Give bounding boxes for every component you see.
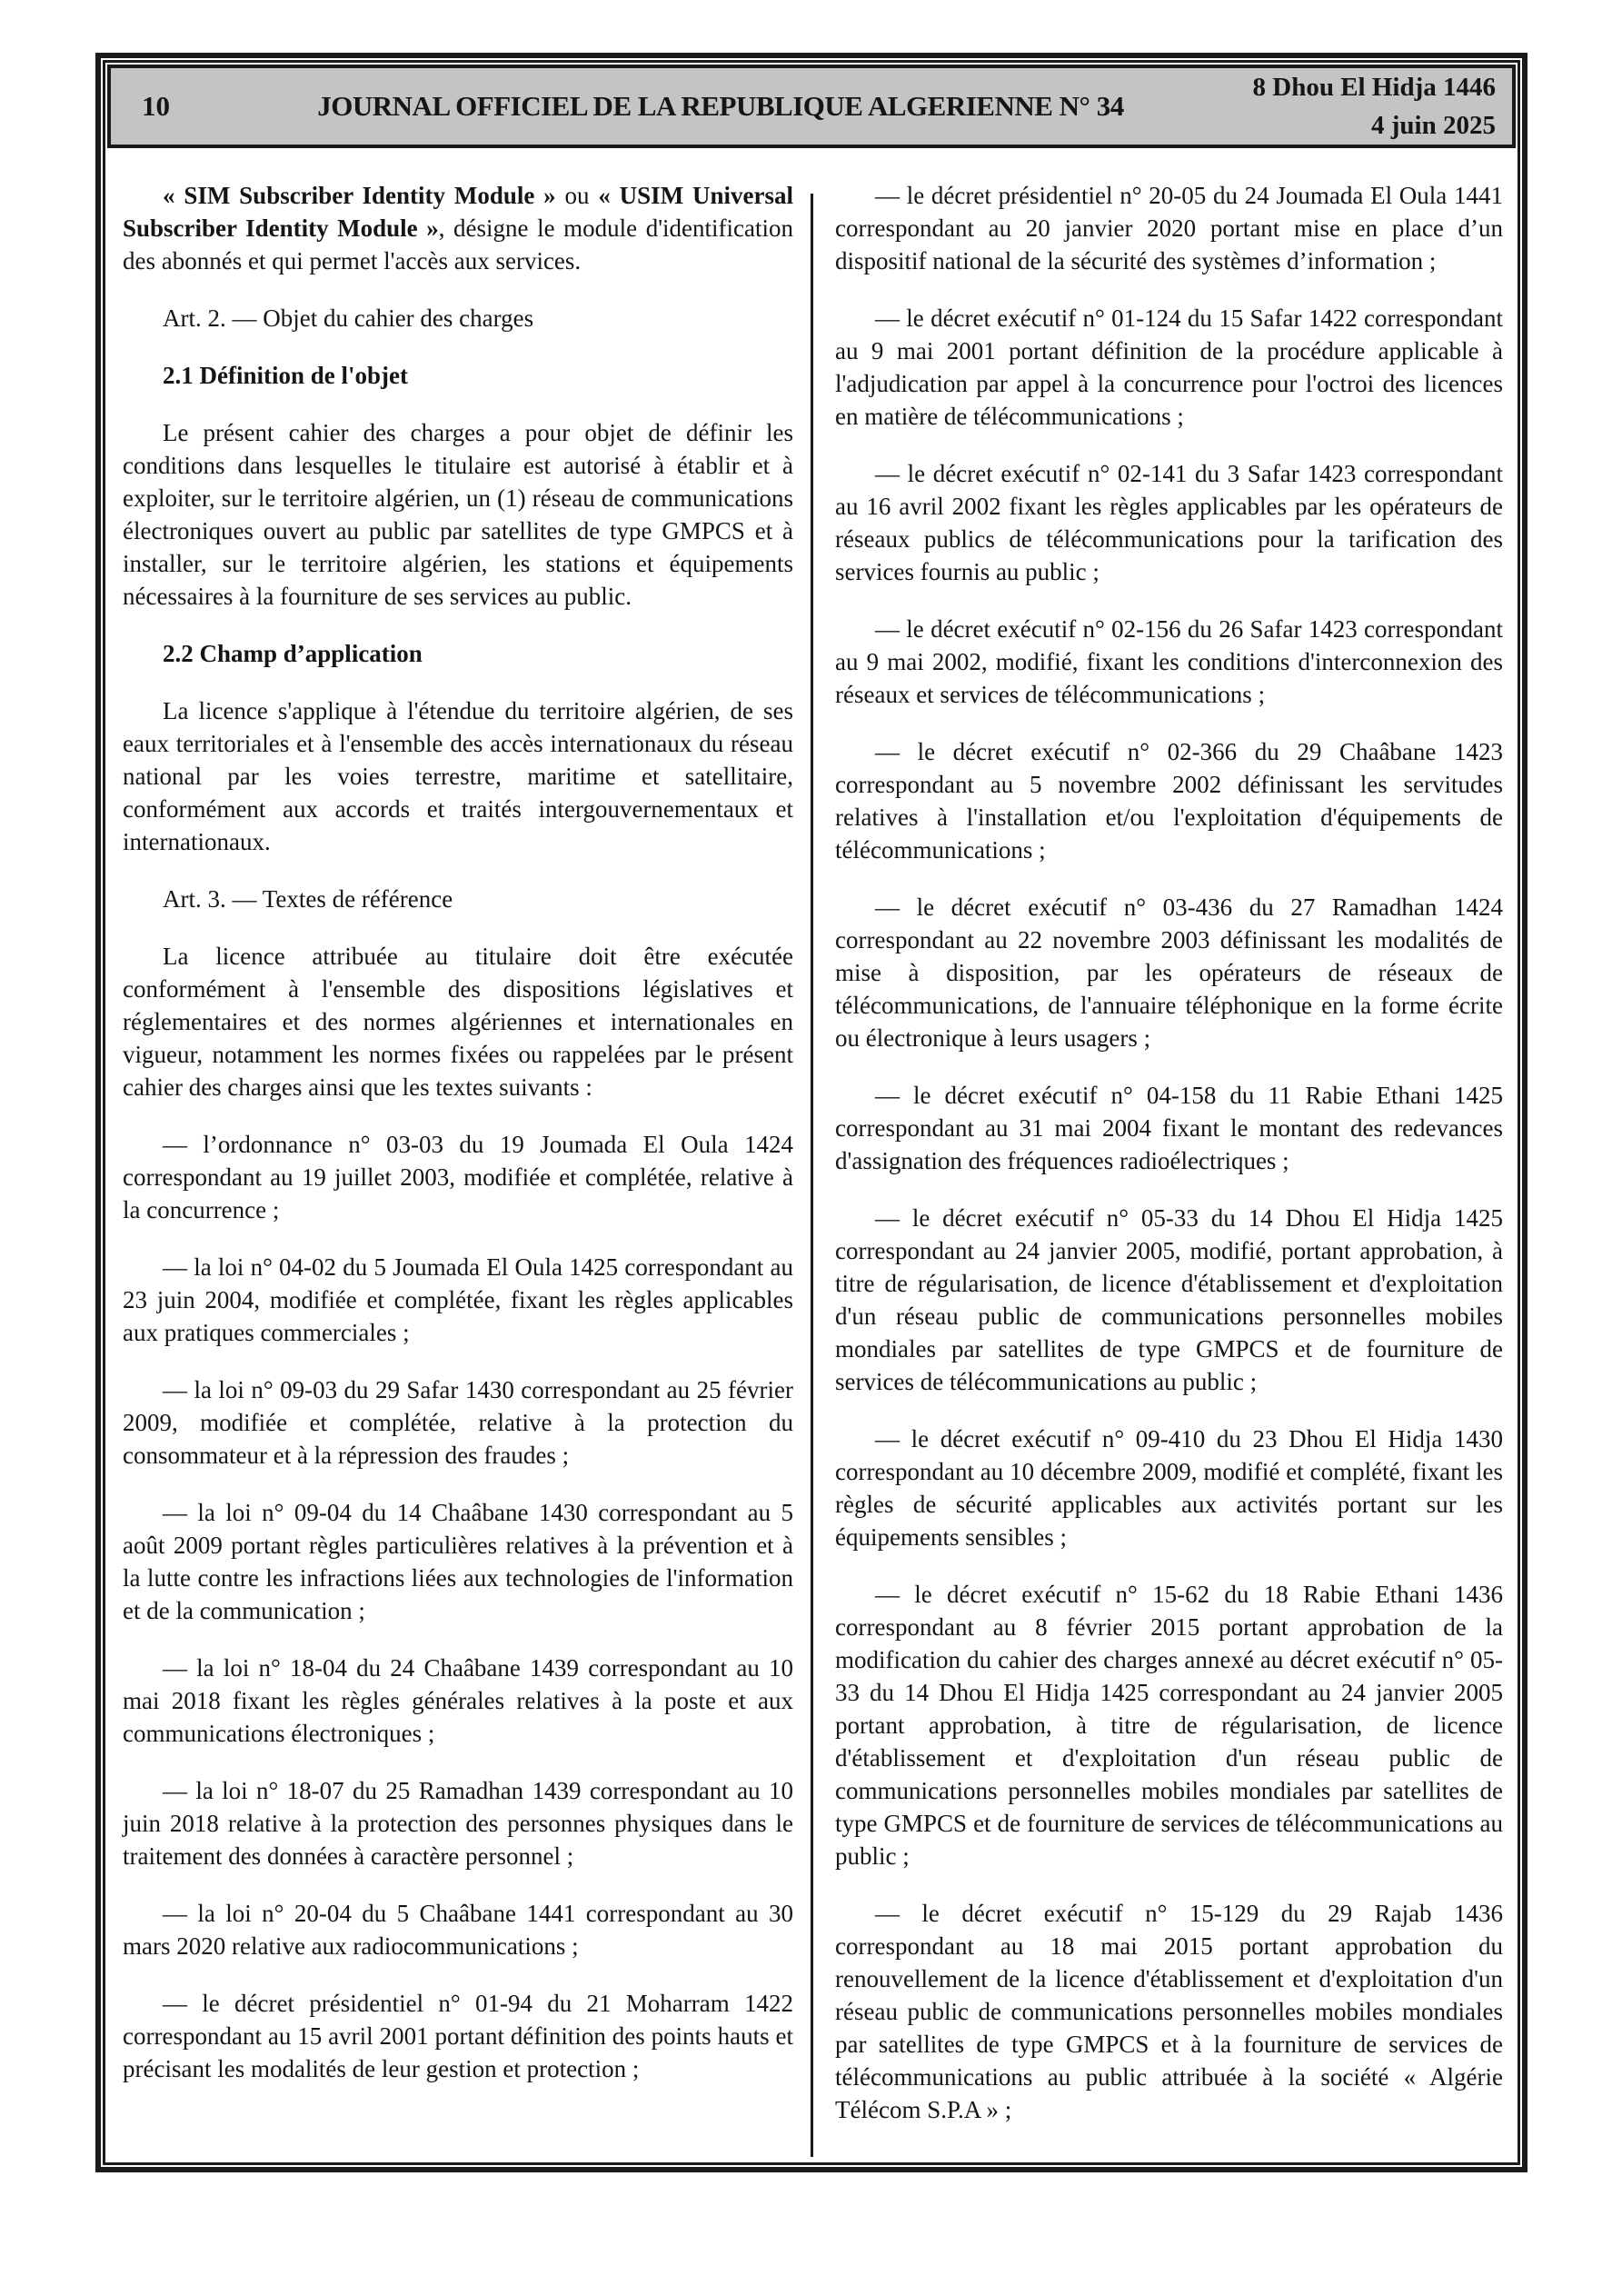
column-divider bbox=[811, 194, 813, 2157]
text: — la loi n° 20-04 du 5 Chaâbane 1441 correspondant au 30 mars 2020 relative aux radiocommunications ; bbox=[123, 1900, 793, 1960]
text: — le décret présidentiel n° 01-94 du 21 Moharram 1422 correspondant au 15 avril 2001 portant définition des points hauts et précisant les modalités de leur gestion et protection ; bbox=[123, 1990, 793, 2082]
column-left bbox=[107, 148, 811, 2161]
paragraph bbox=[123, 694, 793, 858]
paragraph bbox=[123, 940, 793, 1103]
paragraph bbox=[123, 1987, 793, 2085]
text: — le décret exécutif n° 02-366 du 29 Chaâbane 1423 correspondant au 5 novembre 2002 définissant les servitudes relatives à l'installation et/ou l'exploitation d'équipements de télécommunications ; bbox=[835, 738, 1503, 863]
text: — le décret exécutif n° 04-158 du 11 Rabie Ethani 1425 correspondant au 31 mai 2004 fixant le montant des redevances d'assignation des fréquences radioélectriques ; bbox=[835, 1082, 1503, 1174]
paragraph bbox=[835, 1578, 1503, 1872]
paragraph bbox=[123, 1373, 793, 1472]
text: ou bbox=[555, 182, 599, 209]
paragraph bbox=[835, 179, 1503, 277]
paragraph bbox=[835, 1897, 1503, 2126]
text: — le décret présidentiel n° 20-05 du 24 Joumada El Oula 1441 correspondant au 20 janvier 2020 portant mise en place d’un dispositif national de la sécurité des systèmes d’information ; bbox=[835, 182, 1503, 275]
column-right bbox=[811, 148, 1516, 2161]
paragraph bbox=[835, 735, 1503, 866]
date-gregorian: 4 juin 2025 bbox=[1371, 111, 1496, 140]
paragraph bbox=[835, 457, 1503, 588]
text: — le décret exécutif n° 09-410 du 23 Dhou El Hidja 1430 correspondant au 10 décembre 2009, modifié et complété, fixant les règles de sécurité applicables aux activités portant sur les équipements sensibles ; bbox=[835, 1425, 1503, 1551]
paragraph bbox=[123, 637, 793, 670]
paragraph bbox=[835, 1423, 1503, 1553]
text: — le décret exécutif n° 03-436 du 27 Ramadhan 1424 correspondant au 22 novembre 2003 définissant les modalités de mise à disposition, par les opérateurs de réseaux de télécommunications, de l'annuaire téléphonique en la forme écrite ou électronique à leurs usagers ; bbox=[835, 893, 1503, 1052]
text: — la loi n° 18-07 du 25 Ramadhan 1439 correspondant au 10 juin 2018 relative à la protection des personnes physiques dans le traitement des données à caractère personnel ; bbox=[123, 1777, 793, 1870]
paragraph bbox=[835, 302, 1503, 433]
paragraph bbox=[835, 1202, 1503, 1398]
paragraph bbox=[123, 359, 793, 392]
bold-text: 2.2 Champ d’application bbox=[163, 640, 423, 667]
paragraph bbox=[123, 1251, 793, 1349]
text: Art. 3. — Textes de référence bbox=[163, 885, 453, 913]
text: — la loi n° 18-04 du 24 Chaâbane 1439 correspondant au 10 mai 2018 fixant les règles générales relatives à la poste et aux communications électroniques ; bbox=[123, 1654, 793, 1747]
paragraph bbox=[123, 1128, 793, 1226]
paragraph bbox=[123, 883, 793, 915]
date-hijri: 8 Dhou El Hidja 1446 bbox=[1252, 73, 1496, 102]
bold-text: « USIM Universal Subscriber Identity Module » bbox=[123, 182, 793, 242]
text: La licence s'applique à l'étendue du territoire algérien, de ses eaux territoriales et à l'ensemble des accès internationaux du réseau national par les voies terrestre, maritime et satellitaire, conformément aux accords et traités intergouvernementaux et internationaux. bbox=[123, 697, 793, 855]
text: Art. 2. — Objet du cahier des charges bbox=[163, 304, 534, 332]
paragraph bbox=[123, 179, 793, 277]
text: — le décret exécutif n° 15-129 du 29 Rajab 1436 correspondant au 18 mai 2015 portant approbation du renouvellement de la licence d'établissement et d'exploitation d'un réseau public de communications personnelles mobiles mondiales par satellites de type GMPCS et à la fourniture de services de télécommunications au public attribuée à la société « Algérie Télécom S.P.A » ; bbox=[835, 1900, 1503, 2123]
paragraph bbox=[835, 1079, 1503, 1177]
header-bar bbox=[107, 65, 1516, 148]
text: — l’ordonnance n° 03-03 du 19 Joumada El Oula 1424 correspondant au 19 juillet 2003, modifiée et complétée, relative à la concurrence ; bbox=[123, 1131, 793, 1223]
paragraph bbox=[835, 891, 1503, 1054]
text: Le présent cahier des charges a pour objet de définir les conditions dans lesquelles le titulaire est autorisé à établir et à exploiter, sur le territoire algérien, un (1) réseau de communications électroniques ouvert au public par satellites de type GMPCS et à installer, sur le territoire algérien, les stations et équipements nécessaires à la fourniture de ses services au public. bbox=[123, 419, 793, 610]
text: — le décret exécutif n° 01-124 du 15 Safar 1422 correspondant au 9 mai 2001 portant définition de la procédure applicable à l'adjudication par appel à la concurrence pour l'octroi des licences en matière de télécommunications ; bbox=[835, 304, 1503, 430]
page-frame-inner bbox=[103, 60, 1520, 2165]
paragraph bbox=[123, 1897, 793, 1962]
text: — le décret exécutif n° 05-33 du 14 Dhou El Hidja 1425 correspondant au 24 janvier 2005, modifié, portant approbation, à titre de régularisation, de licence d'établissement et d'exploitation d'un réseau public de communications personnelles mobiles mondiales par satellites de type GMPCS et de fourniture de services de télécommunications au public ; bbox=[835, 1204, 1503, 1395]
text: — le décret exécutif n° 15-62 du 18 Rabie Ethani 1436 correspondant au 8 février 2015 portant approbation de la modification du cahier des charges annexé au décret exécutif n° 05-33 du 14 Dhou El Hidja 1425 correspondant au 24 janvier 2005 portant approbation, à titre de régularisation, de licence d'établissement et d'exploitation d'un réseau public de communications personnelles mobiles mondiales par satellites de type GMPCS et de fourniture de services de télécommunications au public ; bbox=[835, 1581, 1503, 1870]
text: — la loi n° 04-02 du 5 Joumada El Oula 1425 correspondant au 23 juin 2004, modifiée et complétée, fixant les règles applicables aux pratiques commerciales ; bbox=[123, 1253, 793, 1346]
journal-title: JOURNAL OFFICIEL DE LA REPUBLIQUE ALGERIENNE N° 34 bbox=[317, 90, 1124, 122]
text: — la loi n° 09-03 du 29 Safar 1430 correspondant au 25 février 2009, modifiée et complétée, relative à la protection du consommateur et à la répression des fraudes ; bbox=[123, 1376, 793, 1469]
paragraph bbox=[123, 1652, 793, 1750]
text: , désigne le module d'identification des abonnés et qui permet l'accès aux services. bbox=[123, 215, 794, 275]
paragraph bbox=[123, 416, 793, 613]
paragraph bbox=[123, 1774, 793, 1872]
paragraph bbox=[123, 302, 793, 334]
page-number: 10 bbox=[142, 90, 170, 122]
header-dates bbox=[1221, 68, 1512, 145]
text: — le décret exécutif n° 02-141 du 3 Safar 1423 correspondant au 16 avril 2002 fixant les règles applicables par les opérateurs de réseaux publics de télécommunications pour la tarification des services fournis au public ; bbox=[835, 460, 1503, 585]
text: — la loi n° 09-04 du 14 Chaâbane 1430 correspondant au 5 août 2009 portant règles particulières relatives à la prévention et à la lutte contre les infractions liées aux technologies de l'information et de la communication ; bbox=[123, 1499, 793, 1624]
text: — le décret exécutif n° 02-156 du 26 Safar 1423 correspondant au 9 mai 2002, modifié, fixant les conditions d'interconnexion des réseaux et services de télécommunications ; bbox=[835, 615, 1503, 708]
paragraph bbox=[835, 613, 1503, 711]
bold-text: 2.1 Définition de l'objet bbox=[163, 362, 408, 389]
paragraph bbox=[123, 1496, 793, 1627]
text: La licence attribuée au titulaire doit être exécutée conformément à l'ensemble des dispositions législatives et réglementaires et des normes algériennes et internationales en vigueur, notamment les normes fixées ou rappelées par le présent cahier des charges ainsi que les textes suivants : bbox=[123, 943, 793, 1101]
page-content bbox=[107, 148, 1516, 2161]
bold-text: « SIM Subscriber Identity Module » bbox=[163, 182, 556, 209]
page-frame bbox=[95, 53, 1527, 2172]
